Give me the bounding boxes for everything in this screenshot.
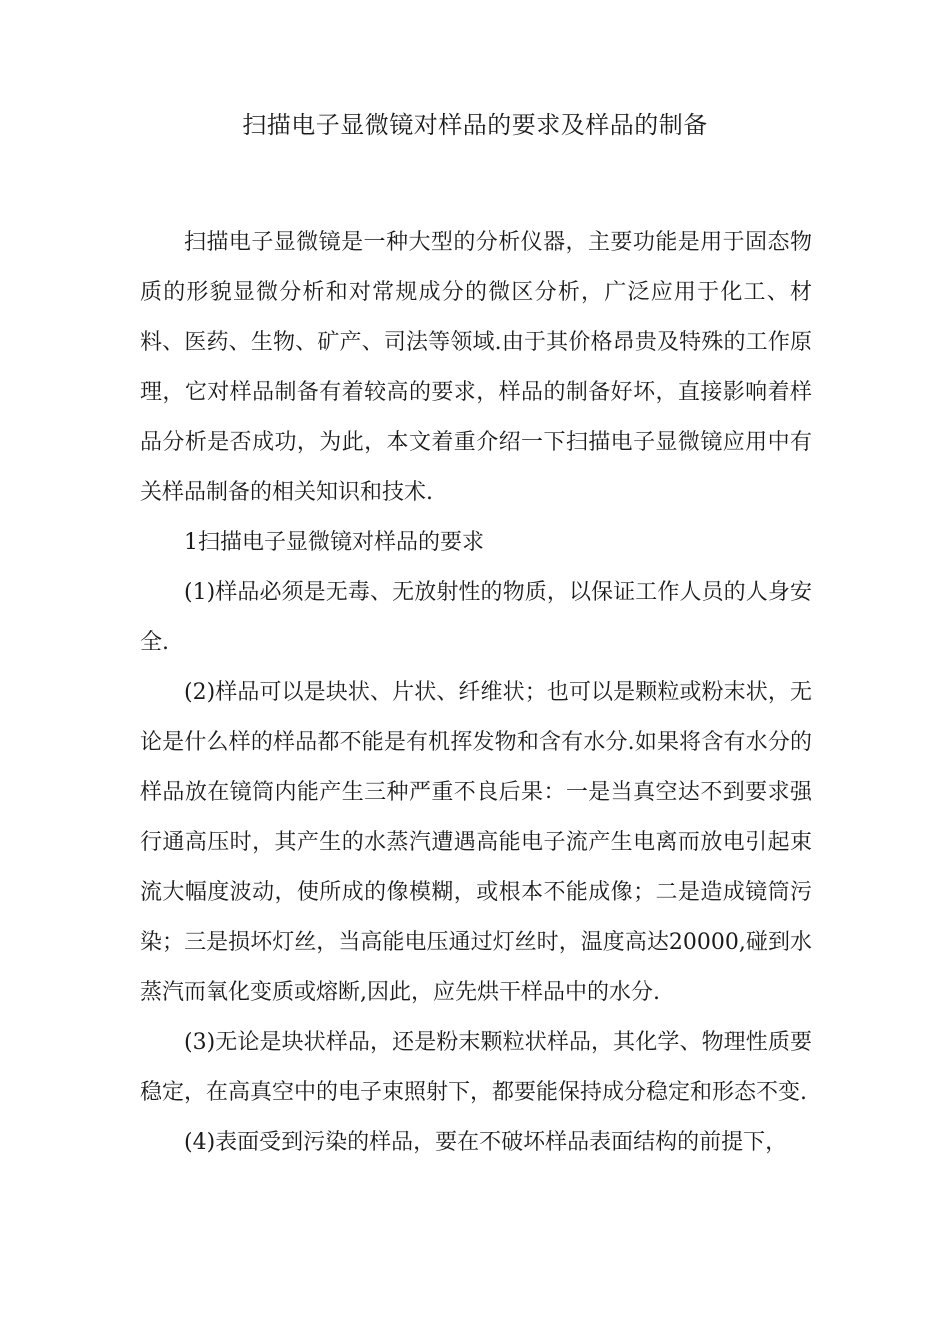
requirement-4-paragraph: (4)表面受到污染的样品，要在不破坏样品表面结构的前提下， [184,1130,788,1155]
intro-paragraph: 扫描电子显微镜是一种大型的分析仪器，主要功能是用于固态物质的形貌显微分析和对常规成分的微区分析，广泛应用于化工、材料、医药、生物、矿产、司法等领域.由于其价格昂贵及特殊的工作原理，它对样品制备有着较高的要求，样品的制备好坏，直接影响着样品分析是否成功，为此，本文着重介绍一下扫描电子显微镜应用中有关样品制备的相关知识和技术. [140,230,812,505]
document-title: 扫描电子显微镜对样品的要求及样品的制备 [242,111,708,139]
requirement-3-paragraph: (3)无论是块状样品，还是粉末颗粒状样品，其化学、物理性质要稳定，在高真空中的电子束照射下，都要能保持成分稳定和形态不变. [140,1030,812,1105]
requirement-2-paragraph: (2)样品可以是块状、片状、纤维状；也可以是颗粒或粉末状，无论是什么样的样品都不能是有机挥发物和含有水分.如果将含有水分的样品放在镜筒内能产生三种严重不良后果：一是当真空达不到要求强行通高压时，其产生的水蒸汽遭遇高能电子流产生电离而放电引起束流大幅度波动，使所成的像模糊，或根本不能成像；二是造成镜筒污染；三是损坏灯丝，当高能电压通过灯丝时，温度高达20000,碰到水蒸汽而氧化变质或熔断,因此，应先烘干样品中的水分. [140,680,812,1005]
document-body [140,218,812,1168]
section-heading: 1扫描电子显微镜对样品的要求 [184,530,484,555]
requirement-1-paragraph: (1)样品必须是无毒、无放射性的物质，以保证工作人员的人身安全. [140,580,812,655]
